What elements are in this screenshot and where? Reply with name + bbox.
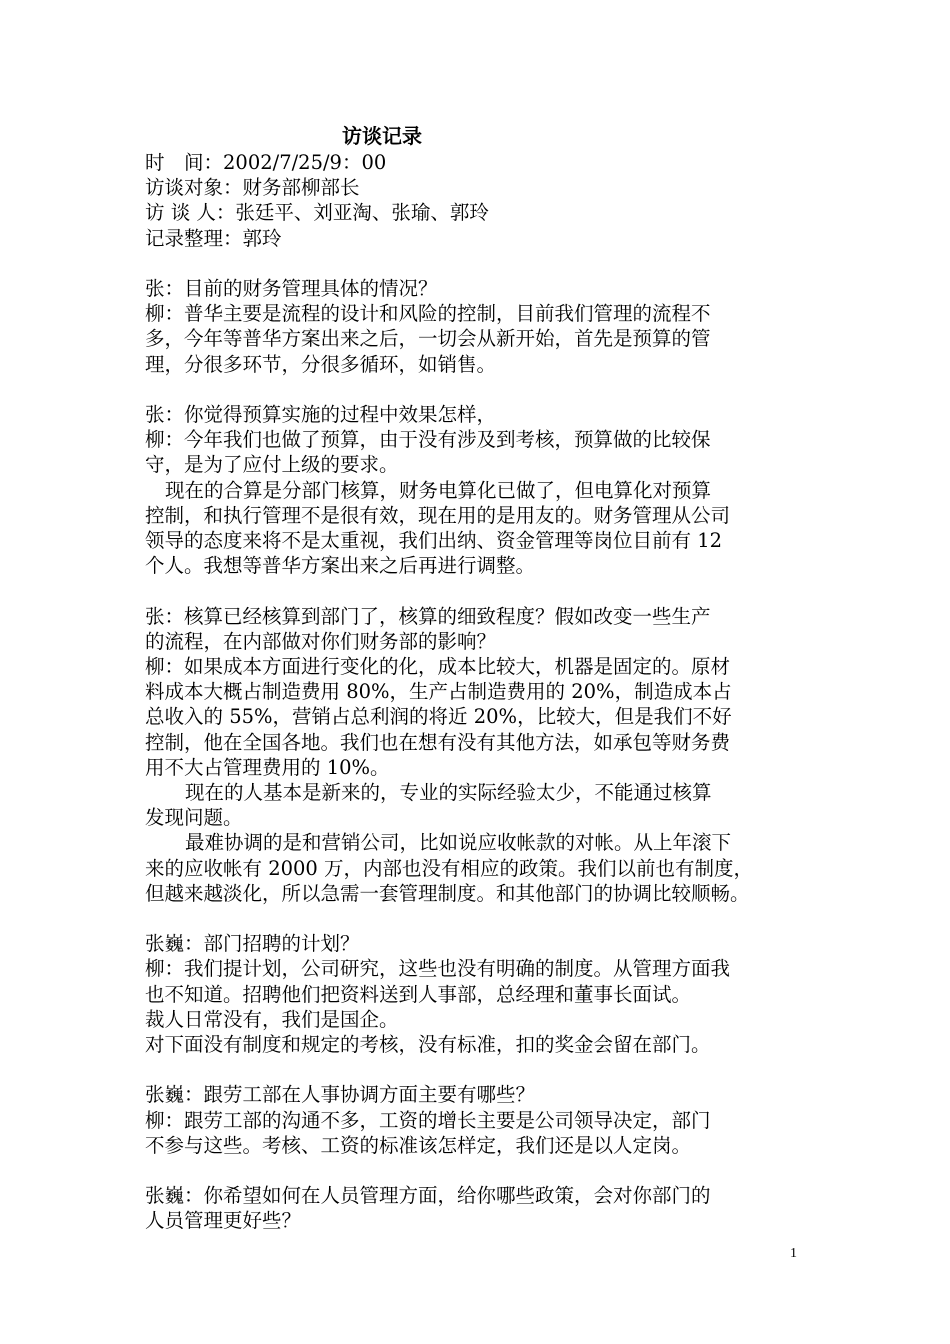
text-line: 柳：今年我们也做了预算，由于没有涉及到考核，预算做的比较保 xyxy=(145,428,711,452)
paragraph-gap xyxy=(145,1158,825,1183)
text-line: 用不大占管理费用的 10%。 xyxy=(145,755,390,779)
text-line: 张巍：跟劳工部在人事协调方面主要有哪些？ xyxy=(145,1083,536,1107)
text-line: 但越来越淡化，所以急需一套管理制度。和其他部门的协调比较顺畅。 xyxy=(145,881,750,905)
paragraph-gap xyxy=(145,578,825,603)
text-line: 也不知道。招聘他们把资料送到人事部，总经理和董事长面试。 xyxy=(145,982,692,1006)
text-line: 总收入的 55%，营销占总利润的将近 20%，比较大，但是我们不好 xyxy=(145,705,732,729)
text-line: 张：核算已经核算到部门了，核算的细致程度？假如改变一些生产 xyxy=(145,604,711,628)
text-line: 多，今年等普华方案出来之后，一切会从新开始，首先是预算的管 xyxy=(145,327,711,351)
text-line: 张巍：你希望如何在人员管理方面，给你哪些政策，会对你部门的 xyxy=(145,1184,711,1208)
text-line: 料成本大概占制造费用 80%，生产占制造费用的 20%，制造成本占 xyxy=(145,680,732,704)
text-line: 现在的合算是分部门核算，财务电算化已做了，但电算化对预算 xyxy=(165,478,712,502)
text-line: 柳：跟劳工部的沟通不多，工资的增长主要是公司领导决定，部门 xyxy=(145,1108,711,1132)
paragraph-gap xyxy=(145,377,825,402)
text-line: 张：你觉得预算实施的过程中效果怎样， xyxy=(145,403,497,426)
text-line: 守，是为了应付上级的要求。 xyxy=(145,453,399,477)
text-line: 人员管理更好些？ xyxy=(145,1209,302,1233)
meta-recorder: 记录整理：郭玲 xyxy=(145,226,282,250)
text-line: 不参与这些。考核、工资的标准该怎样定，我们还是以人定岗。 xyxy=(145,1133,692,1157)
meta-time: 时 间：2002/7/25/9：00 xyxy=(145,151,387,174)
meta-subject: 访谈对象：财务部柳部长 xyxy=(145,176,360,200)
paragraph-gap xyxy=(145,1057,825,1082)
document-title: 访谈记录 xyxy=(342,124,422,148)
text-line: 最难协调的是和营销公司，比如说应收帐款的对帐。从上年滚下 xyxy=(185,831,732,855)
text-line: 控制，他在全国各地。我们也在想有没有其他方法，如承包等财务费 xyxy=(145,730,731,754)
page-number: 1 xyxy=(790,1246,797,1261)
text-line: 柳：我们提计划，公司研究，这些也没有明确的制度。从管理方面我 xyxy=(145,957,731,981)
text-line: 来的应收帐有 2000 万，内部也没有相应的政策。我们以前也有制度， xyxy=(145,856,754,880)
text-line: 张巍：部门招聘的计划？ xyxy=(145,932,360,956)
text-line: 控制，和执行管理不是很有效，现在用的是用友的。财务管理从公司 xyxy=(145,503,731,527)
text-line: 发现问题。 xyxy=(145,806,243,830)
text-line: 理，分很多环节，分很多循环，如销售。 xyxy=(145,352,497,376)
meta-interviewers: 访 谈 人：张廷平、刘亚淘、张瑜、郭玲 xyxy=(145,201,489,225)
paragraph-gap xyxy=(145,251,825,276)
text-line: 个人。我想等普华方案出来之后再进行调整。 xyxy=(145,554,536,578)
document-page xyxy=(145,118,825,1234)
text-line: 对下面没有制度和规定的考核，没有标准，扣的奖金会留在部门。 xyxy=(145,1033,711,1057)
text-line: 领导的态度来将不是太重视，我们出纳、资金管理等岗位目前有 12 xyxy=(145,529,723,553)
text-line: 裁人日常没有，我们是国企。 xyxy=(145,1007,399,1031)
text-line: 现在的人基本是新来的，专业的实际经验太少，不能通过核算 xyxy=(185,781,712,805)
text-line: 张：目前的财务管理具体的情况？ xyxy=(145,277,438,300)
text-line: 柳：普华主要是流程的设计和风险的控制，目前我们管理的流程不 xyxy=(145,302,711,326)
paragraph-gap xyxy=(145,906,825,931)
text-line: 的流程，在内部做对你们财务部的影响？ xyxy=(145,629,497,653)
text-line: 柳：如果成本方面进行变化的化，成本比较大，机器是固定的。原材 xyxy=(145,655,731,679)
